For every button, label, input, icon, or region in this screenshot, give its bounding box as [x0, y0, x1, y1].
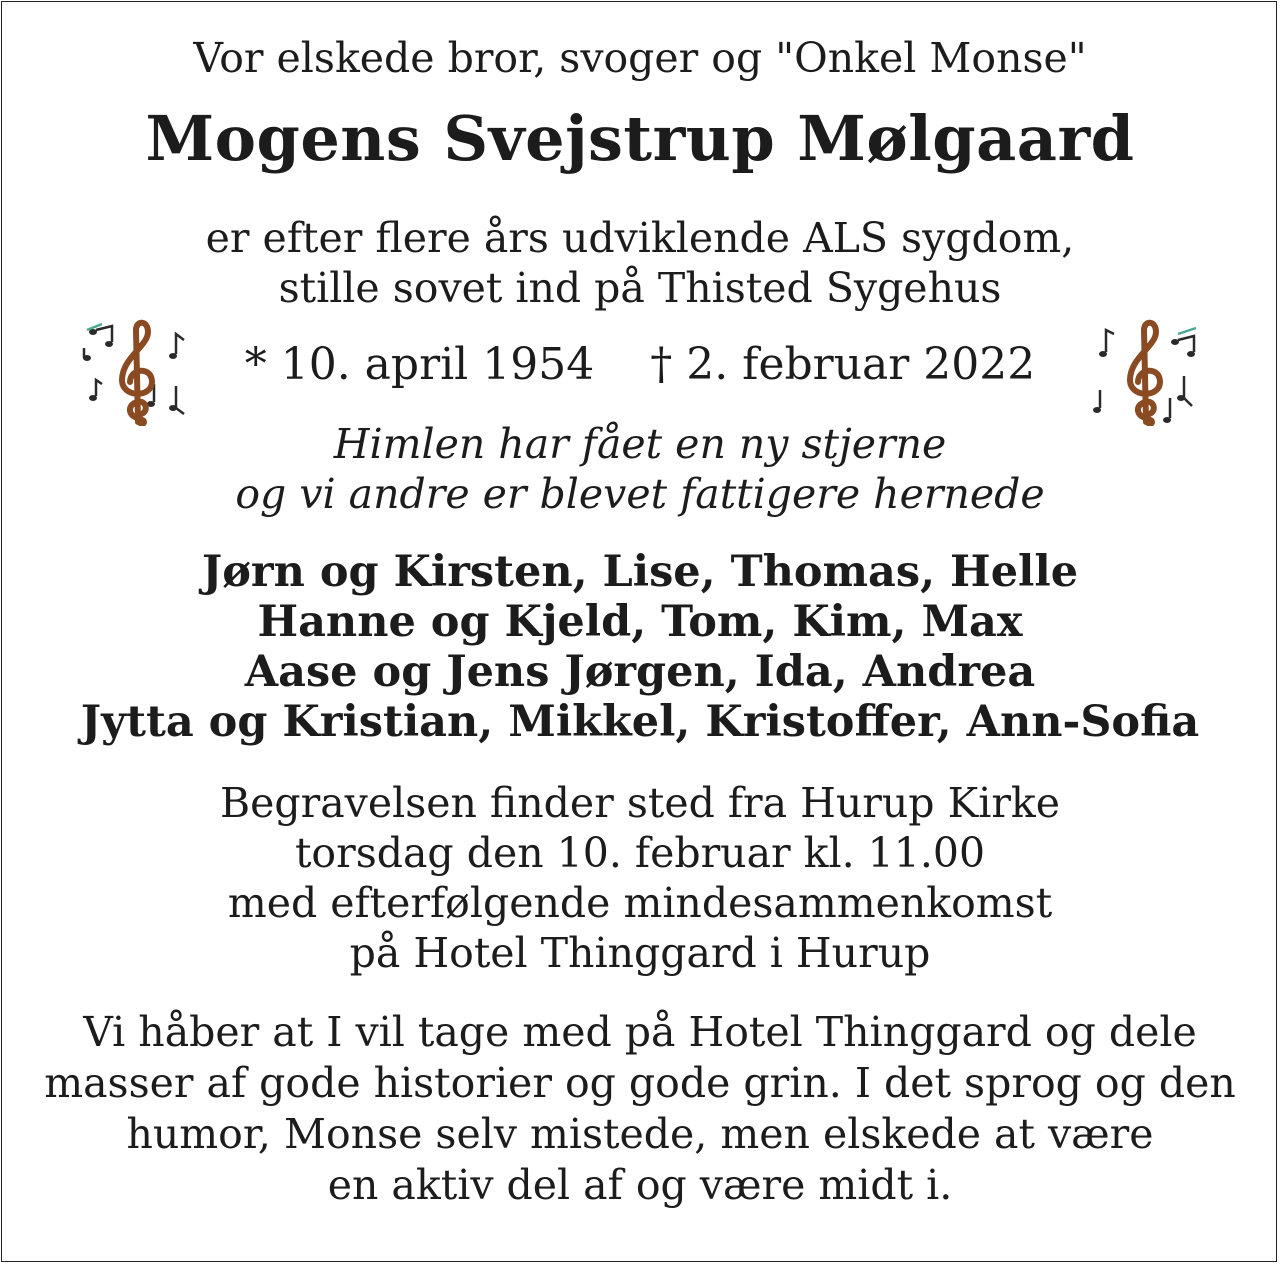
- funeral-info-line: på Hotel Thinggard i Hurup: [349, 929, 931, 977]
- funeral-info-line: med efterfølgende mindesammenkomst: [227, 879, 1053, 927]
- funeral-info-line: Begravelsen finder sted fra Hurup Kirke: [219, 779, 1061, 827]
- verse-line-2: og vi andre er blevet fattigere hernede: [235, 470, 1045, 518]
- closing-note-line: Vi håber at I vil tage med på Hotel Thinggard og dele: [83, 1008, 1197, 1056]
- mourner-line: Aase og Jens Jørgen, Ida, Andrea: [244, 647, 1036, 697]
- intro-line: Vor elskede bror, svoger og "Onkel Monse": [193, 34, 1087, 82]
- closing-note-line: humor, Monse selv mistede, men elskede at være: [126, 1110, 1154, 1158]
- closing-note-line: en aktiv del af og være midt i.: [327, 1161, 953, 1209]
- closing-note-line: masser af gode historier og gode grin. I det sprog og den: [44, 1059, 1236, 1107]
- mourner-line: Hanne og Kjeld, Tom, Kim, Max: [257, 597, 1023, 647]
- mourner-line: Jørn og Kirsten, Lise, Thomas, Helle: [201, 547, 1079, 597]
- deceased-name: Mogens Svejstrup Mølgaard: [145, 102, 1135, 175]
- death-date: † 2. februar 2022: [650, 339, 1036, 390]
- verse-line-1: Himlen har fået en ny stjerne: [333, 420, 947, 468]
- music-notes-icon: [1086, 318, 1202, 426]
- status-line-1: er efter flere års udviklende ALS sygdom,: [205, 214, 1075, 262]
- funeral-info-line: torsdag den 10. februar kl. 11.00: [294, 829, 986, 877]
- birth-date: * 10. april 1954: [244, 339, 595, 390]
- status-line-2: stille sovet ind på Thisted Sygehus: [278, 264, 1002, 312]
- mourner-line: Jytta og Kristian, Mikkel, Kristoffer, Ann-Sofia: [80, 697, 1200, 747]
